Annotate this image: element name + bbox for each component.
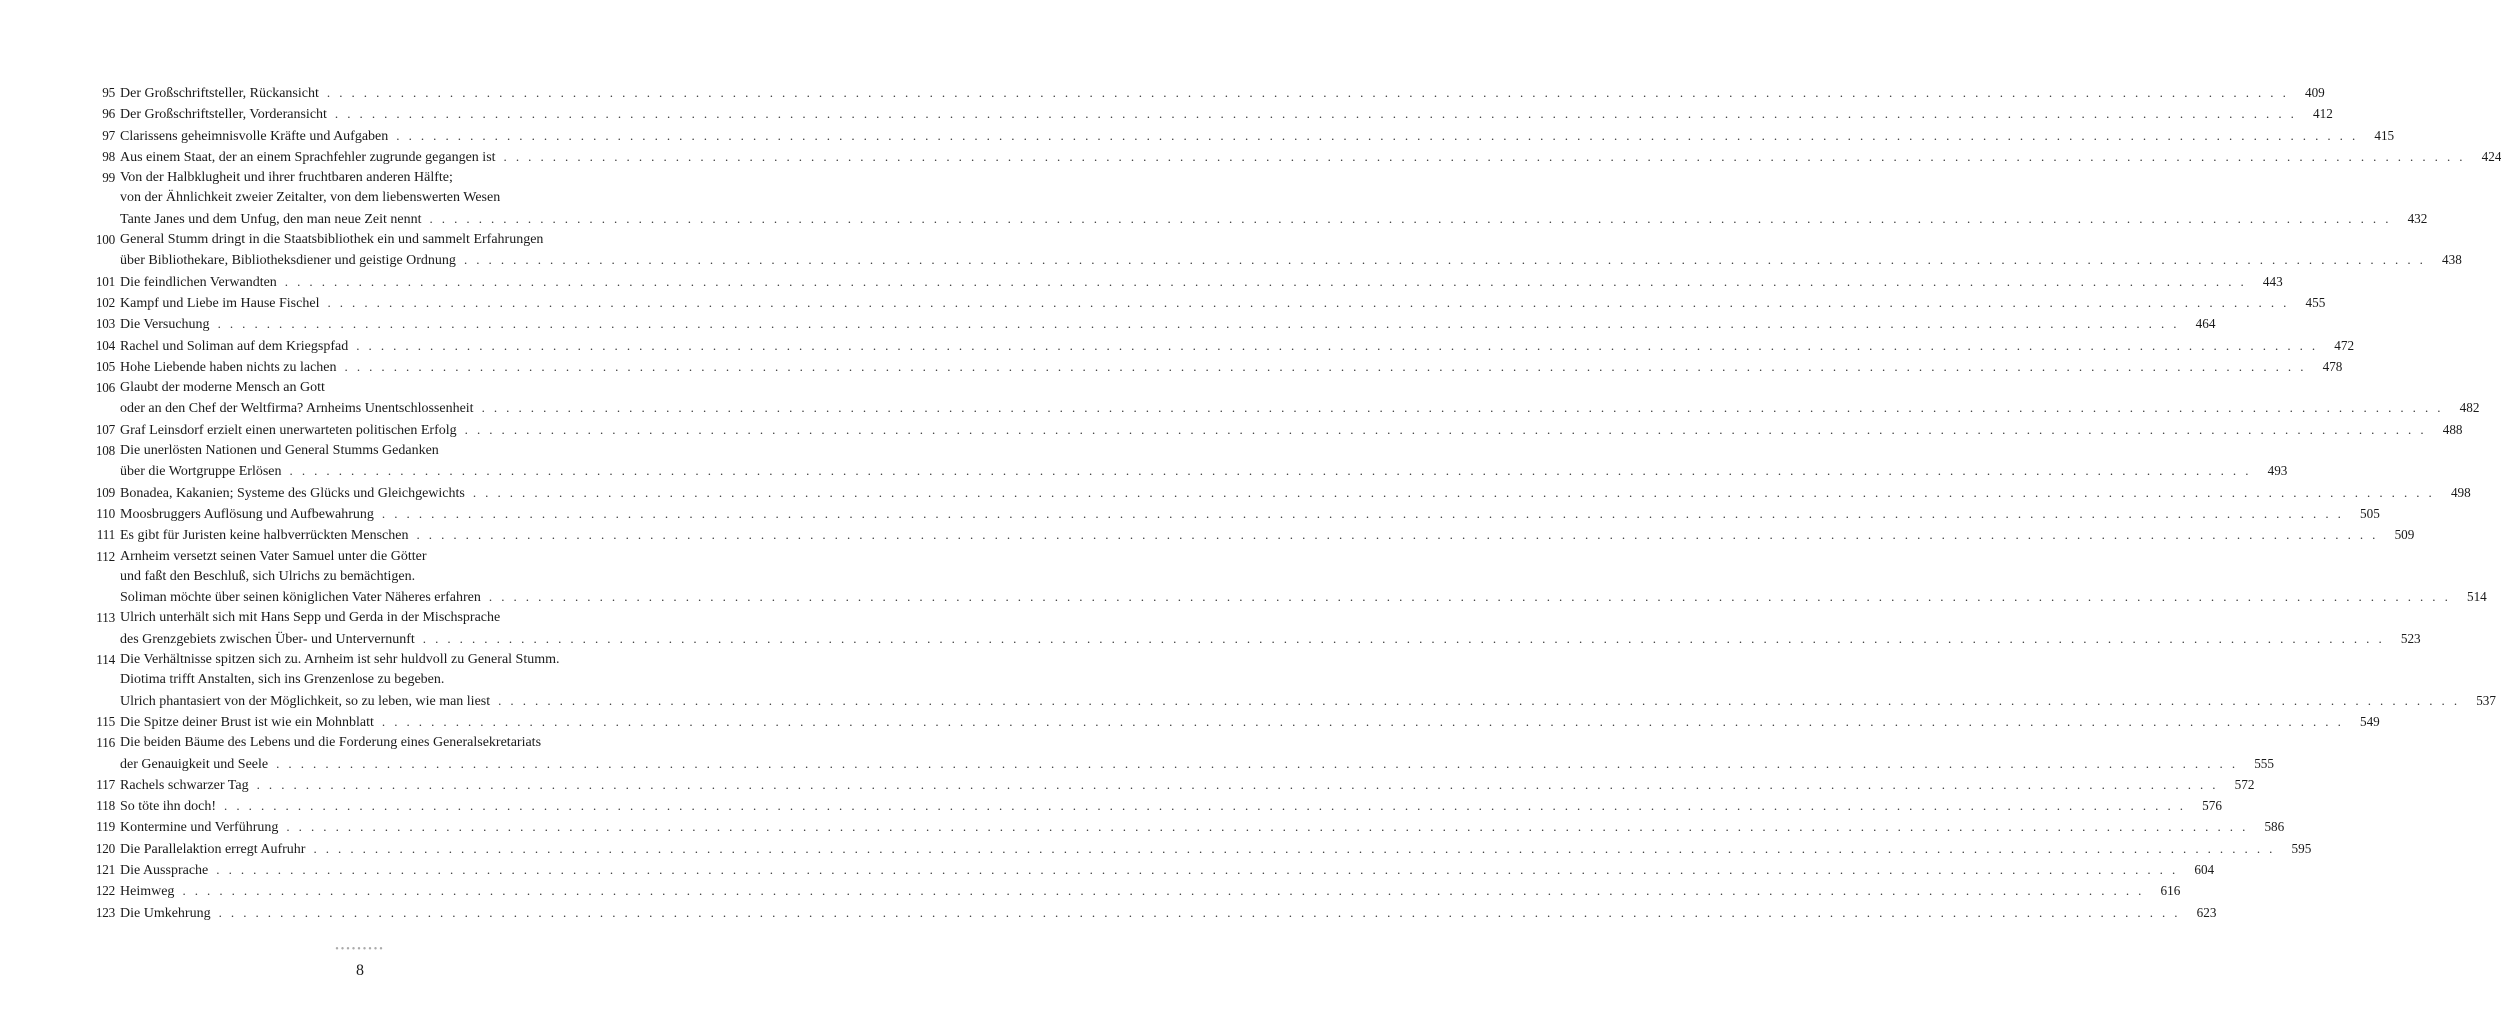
chapter-title-line: Diotima trifft Anstalten, sich ins Grenzenlose zu begeben. bbox=[120, 672, 445, 688]
dot-leader: . . . . . . . . . . . . . . . . . . . . . . . . . . . . . . . . . . . . . . . . . . . . . . . . . . . . . . . . . . . . . . . . . . . . . . . . . . . . . . . . . . . . . . . . . . . . . . . . . . . . . . . . . . . . . . . . . . . . . . . . . . . . . . . . . . . . . . . . . . . . . . . . . . . . . . . . . . . . . . . . bbox=[289, 463, 2252, 479]
chapter-title-block bbox=[116, 168, 2428, 230]
page-number: 8 bbox=[356, 962, 364, 979]
chapter-title-block bbox=[116, 881, 2181, 902]
toc-entry bbox=[84, 126, 2395, 147]
chapter-title-block bbox=[116, 839, 2312, 860]
dot-leader: . . . . . . . . . . . . . . . . . . . . . . . . . . . . . . . . . . . . . . . . . . . . . . . . . . . . . . . . . . . . . . . . . . . . . . . . . . . . . . . . . . . . . . . . . . . . . . . . . . . . . . . . . . . . . . . . . . . . . . . . . . . . . . . . . . . . . . . . . . . . . . . . . . . . . . . . . . . . . . . . bbox=[286, 819, 2249, 835]
chapter-title-final-line bbox=[120, 860, 2215, 881]
chapter-title-block bbox=[116, 733, 2274, 775]
chapter-number: 105 bbox=[95, 358, 115, 374]
page-reference: 505 bbox=[2360, 505, 2380, 521]
toc-entry bbox=[84, 314, 2216, 335]
toc-entry bbox=[84, 733, 2274, 775]
dot-leader: . . . . . . . . . . . . . . . . . . . . . . . . . . . . . . . . . . . . . . . . . . . . . . . . . . . . . . . . . . . . . . . . . . . . . . . . . . . . . . . . . . . . . . . . . . . . . . . . . . . . . . . . . . . . . . . . . . . . . . . . . . . . . . . . . . . . . . . . . . . . . . . . . . . . . . . . . . . . . . . . bbox=[284, 273, 2247, 289]
chapter-title-line: Soliman möchte über seinen königlichen Vater Näheres erfahren bbox=[120, 590, 481, 606]
chapter-title-final-line bbox=[120, 336, 2355, 357]
chapter-title-line: General Stumm dringt in die Staatsbibliothek ein und sammelt Erfahrungen bbox=[120, 232, 544, 248]
page-reference: 464 bbox=[2195, 316, 2216, 332]
chapter-title-block bbox=[116, 378, 2480, 420]
chapter-title-line: Der Großschriftsteller, Rückansicht bbox=[120, 86, 319, 101]
chapter-title-line: oder an den Chef der Weltfirma? Arnheims Unentschlossenheit bbox=[120, 401, 474, 417]
toc-entry bbox=[84, 272, 2283, 293]
toc-entry bbox=[84, 293, 2326, 314]
chapter-title-line: Die Parallelaktion erregt Aufruhr bbox=[120, 841, 306, 857]
chapter-title-block bbox=[116, 336, 2355, 357]
chapter-title-line: Arnheim versetzt seinen Vater Samuel unter die Götter bbox=[120, 548, 427, 564]
chapter-title-final-line bbox=[120, 691, 2496, 712]
toc-entry bbox=[84, 650, 2496, 712]
chapter-title-line: Bonadea, Kakanien; Systeme des Glücks und Gleichgewichts bbox=[120, 485, 465, 501]
toc-entry bbox=[84, 336, 2355, 357]
footer-ornament: ••••••••• bbox=[335, 944, 385, 955]
chapter-title-final-line bbox=[120, 525, 2415, 546]
dot-leader: . . . . . . . . . . . . . . . . . . . . . . . . . . . . . . . . . . . . . . . . . . . . . . . . . . . . . . . . . . . . . . . . . . . . . . . . . . . . . . . . . . . . . . . . . . . . . . . . . . . . . . . . . . . . . . . . . . . . . . . . . . . . . . . . . . . . . . . . . . . . . . . . . . . . . . . . . . . . . . . . bbox=[396, 127, 2359, 143]
chapter-number: 115 bbox=[96, 713, 115, 729]
chapter-number: 107 bbox=[95, 421, 115, 437]
page-reference: 443 bbox=[2262, 273, 2283, 289]
toc-entry bbox=[84, 903, 2217, 924]
page-reference: 509 bbox=[2394, 527, 2415, 543]
page-reference: 623 bbox=[2196, 904, 2217, 920]
toc-entry bbox=[84, 420, 2463, 441]
dot-leader: . . . . . . . . . . . . . . . . . . . . . . . . . . . . . . . . . . . . . . . . . . . . . . . . . . . . . . . . . . . . . . . . . . . . . . . . . . . . . . . . . . . . . . . . . . . . . . . . . . . . . . . . . . . . . . . . . . . . . . . . . . . . . . . . . . . . . . . . . . . . . . . . . . . . . . . . . . . . . . . . bbox=[256, 776, 2219, 792]
page-reference: 478 bbox=[2322, 358, 2343, 374]
toc-entry bbox=[84, 104, 2333, 125]
chapter-title-final-line bbox=[120, 839, 2312, 860]
chapter-number: 106 bbox=[95, 380, 115, 396]
chapter-title-line: Die Verhältnisse spitzen sich zu. Arnheim ist sehr huldvoll zu General Stumm. bbox=[120, 652, 560, 668]
page-reference: 595 bbox=[2291, 840, 2312, 856]
dot-leader: . . . . . . . . . . . . . . . . . . . . . . . . . . . . . . . . . . . . . . . . . . . . . . . . . . . . . . . . . . . . . . . . . . . . . . . . . . . . . . . . . . . . . . . . . . . . . . . . . . . . . . . . . . . . . . . . . . . . . . . . . . . . . . . . . . . . . . . . . . . . . . . . . . . . . . . . . . . . . . . . bbox=[218, 904, 2181, 920]
dot-leader: . . . . . . . . . . . . . . . . . . . . . . . . . . . . . . . . . . . . . . . . . . . . . . . . . . . . . . . . . . . . . . . . . . . . . . . . . . . . . . . . . . . . . . . . . . . . . . . . . . . . . . . . . . . . . . . . . . . . . . . . . . . . . . . . . . . . . . . . . . . . . . . . . . . . . . . . . . . . . . . . bbox=[313, 840, 2276, 856]
chapter-number: 120 bbox=[95, 840, 115, 856]
chapter-title-line: Tante Janes und dem Unfug, den man neue Zeit nennt bbox=[120, 211, 422, 227]
chapter-title-final-line bbox=[120, 250, 2462, 271]
page-reference: 514 bbox=[2466, 589, 2487, 605]
page-reference: 482 bbox=[2459, 400, 2480, 416]
chapter-title-line: Der Großschriftsteller, Vorderansicht bbox=[120, 107, 327, 123]
chapter-title-final-line bbox=[120, 881, 2181, 902]
chapter-title-block bbox=[116, 83, 2325, 104]
chapter-title-block bbox=[116, 796, 2222, 817]
chapter-number: 114 bbox=[96, 652, 115, 668]
dot-leader: . . . . . . . . . . . . . . . . . . . . . . . . . . . . . . . . . . . . . . . . . . . . . . . . . . . . . . . . . . . . . . . . . . . . . . . . . . . . . . . . . . . . . . . . . . . . . . . . . . . . . . . . . . . . . . . . . . . . . . . . . . . . . . . . . . . . . . . . . . . . . . . . . . . . . . . . . . . . . . . . bbox=[216, 861, 2179, 877]
toc-entry bbox=[84, 483, 2471, 504]
toc-entry bbox=[84, 147, 2501, 168]
dot-leader: . . . . . . . . . . . . . . . . . . . . . . . . . . . . . . . . . . . . . . . . . . . . . . . . . . . . . . . . . . . . . . . . . . . . . . . . . . . . . . . . . . . . . . . . . . . . . . . . . . . . . . . . . . . . . . . . . . . . . . . . . . . . . . . . . . . . . . . . . . . . . . . . . . . . . . . . . . . . . . . . bbox=[498, 692, 2460, 708]
dot-leader: . . . . . . . . . . . . . . . . . . . . . . . . . . . . . . . . . . . . . . . . . . . . . . . . . . . . . . . . . . . . . . . . . . . . . . . . . . . . . . . . . . . . . . . . . . . . . . . . . . . . . . . . . . . . . . . . . . . . . . . . . . . . . . . . . . . . . . . . . . . . . . . . . . . . . . . . . . . . . . . . bbox=[182, 883, 2145, 899]
chapter-title-line: Hohe Liebende haben nichts zu lachen bbox=[120, 359, 337, 375]
chapter-title-block bbox=[116, 272, 2283, 293]
chapter-title-line: Rachels schwarzer Tag bbox=[120, 777, 249, 793]
chapter-title-block bbox=[116, 525, 2415, 546]
toc-entry bbox=[84, 378, 2480, 420]
chapter-title-final-line bbox=[120, 147, 2501, 168]
dot-leader: . . . . . . . . . . . . . . . . . . . . . . . . . . . . . . . . . . . . . . . . . . . . . . . . . . . . . . . . . . . . . . . . . . . . . . . . . . . . . . . . . . . . . . . . . . . . . . . . . . . . . . . . . . . . . . . . . . . . . . . . . . . . . . . . . . . . . . . . . . . . . . . . . . . . . . . . . . . . . . . . bbox=[429, 210, 2392, 226]
toc-entry bbox=[84, 357, 2343, 378]
toc-entry bbox=[84, 608, 2421, 650]
chapter-number: 104 bbox=[95, 337, 115, 353]
page-reference: 455 bbox=[2305, 294, 2326, 310]
chapter-number: 100 bbox=[95, 232, 115, 248]
chapter-title-line: Aus einem Staat, der an einem Sprachfehler zugrunde gegangen ist bbox=[120, 149, 496, 165]
chapter-number: 121 bbox=[95, 861, 115, 877]
dot-leader: . . . . . . . . . . . . . . . . . . . . . . . . . . . . . . . . . . . . . . . . . . . . . . . . . . . . . . . . . . . . . . . . . . . . . . . . . . . . . . . . . . . . . . . . . . . . . . . . . . . . . . . . . . . . . . . . . . . . . . . . . . . . . . . . . . . . . . . . . . . . . . . . . . . . . . . . . . . . . . . . bbox=[481, 400, 2444, 416]
dot-leader: . . . . . . . . . . . . . . . . . . . . . . . . . . . . . . . . . . . . . . . . . . . . . . . . . . . . . . . . . . . . . . . . . . . . . . . . . . . . . . . . . . . . . . . . . . . . . . . . . . . . . . . . . . . . . . . . . . . . . . . . . . . . . . . . . . . . . . . . . . . . . . . . . . . . . . . . . . . . . . . . bbox=[224, 798, 2186, 814]
chapter-title-line: über die Wortgruppe Erlösen bbox=[120, 464, 282, 480]
chapter-number: 117 bbox=[96, 776, 115, 792]
chapter-title-block bbox=[116, 441, 2288, 483]
dot-leader: . . . . . . . . . . . . . . . . . . . . . . . . . . . . . . . . . . . . . . . . . . . . . . . . . . . . . . . . . . . . . . . . . . . . . . . . . . . . . . . . . . . . . . . . . . . . . . . . . . . . . . . . . . . . . . . . . . . . . . . . . . . . . . . . . . . . . . . . . . . . . . . . . . . . . . . . . . . . . . . . bbox=[422, 630, 2385, 646]
chapter-number: 123 bbox=[95, 904, 115, 920]
page-reference: 604 bbox=[2194, 861, 2215, 877]
chapter-title-block bbox=[116, 126, 2395, 147]
page-reference: 523 bbox=[2400, 630, 2421, 646]
page-reference: 472 bbox=[2334, 337, 2355, 353]
toc-entry bbox=[84, 839, 2312, 860]
chapter-title-final-line bbox=[120, 796, 2222, 817]
page-reference: 412 bbox=[2313, 106, 2333, 122]
chapter-title-block bbox=[116, 650, 2496, 712]
dot-leader: . . . . . . . . . . . . . . . . . . . . . . . . . . . . . . . . . . . . . . . . . . . . . . . . . . . . . . . . . . . . . . . . . . . . . . . . . . . . . . . . . . . . . . . . . . . . . . . . . . . . . . . . . . . . . . . . . . . . . . . . . . . . . . . . . . . . . . . . . . . . . . . . . . . . . . . . . . . . . . . . bbox=[416, 527, 2379, 543]
chapter-title-block bbox=[116, 357, 2343, 378]
chapter-title-line: Ulrich unterhält sich mit Hans Sepp und Gerda in der Mischsprache bbox=[120, 610, 501, 626]
page-reference: 555 bbox=[2254, 755, 2274, 771]
chapter-title-block bbox=[116, 104, 2333, 125]
page-reference: 586 bbox=[2264, 819, 2285, 835]
chapter-number: 108 bbox=[95, 443, 115, 459]
chapter-number: 109 bbox=[95, 484, 115, 500]
chapter-title-line: des Grenzgebiets zwischen Über- und Untervernunft bbox=[120, 631, 415, 647]
chapter-title-final-line bbox=[120, 293, 2326, 314]
page-reference: 438 bbox=[2442, 252, 2462, 268]
chapter-title-block bbox=[116, 860, 2215, 881]
chapter-title-block bbox=[116, 608, 2421, 650]
dot-leader: . . . . . . . . . . . . . . . . . . . . . . . . . . . . . . . . . . . . . . . . . . . . . . . . . . . . . . . . . . . . . . . . . . . . . . . . . . . . . . . . . . . . . . . . . . . . . . . . . . . . . . . . . . . . . . . . . . . . . . . . . . . . . . . . . . . . . . . . . . . . . . . . . . . . . . . . . . . . . . . . bbox=[334, 106, 2297, 122]
chapter-title-final-line bbox=[120, 104, 2333, 125]
chapter-number: 97 bbox=[102, 127, 115, 143]
chapter-title-block bbox=[116, 420, 2463, 441]
chapter-number: 103 bbox=[95, 316, 115, 332]
chapter-title-line: Ulrich phantasiert von der Möglichkeit, so zu leben, wie man liest bbox=[120, 693, 491, 709]
chapter-title-final-line bbox=[120, 314, 2216, 335]
dot-leader: . . . . . . . . . . . . . . . . . . . . . . . . . . . . . . . . . . . . . . . . . . . . . . . . . . . . . . . . . . . . . . . . . . . . . . . . . . . . . . . . . . . . . . . . . . . . . . . . . . . . . . . . . . . . . . . . . . . . . . . . . . . . . . . . . . . . . . . . . . . . . . . . . . . . . . . . . . . . . . . . bbox=[464, 421, 2427, 437]
chapter-title-line: Clarissens geheimnisvolle Kräfte und Aufgaben bbox=[120, 128, 389, 144]
chapter-title-line: von der Ähnlichkeit zweier Zeitalter, von dem liebenswerten Wesen bbox=[120, 190, 501, 206]
chapter-title-final-line bbox=[120, 754, 2274, 775]
chapter-title-block bbox=[116, 147, 2501, 168]
chapter-number: 110 bbox=[96, 505, 115, 521]
toc-entry bbox=[84, 881, 2181, 902]
chapter-title-final-line bbox=[120, 775, 2255, 796]
chapter-title-line: Es gibt für Juristen keine halbverrückten Menschen bbox=[120, 528, 409, 544]
toc-entry bbox=[84, 525, 2415, 546]
chapter-title-block bbox=[116, 230, 2462, 272]
chapter-title-final-line bbox=[120, 483, 2471, 504]
chapter-title-line: Die Spitze deiner Brust ist wie ein Mohnblatt bbox=[120, 714, 374, 730]
toc-entry bbox=[84, 796, 2222, 817]
page-reference: 415 bbox=[2374, 127, 2395, 143]
page-reference: 537 bbox=[2476, 692, 2496, 708]
toc-entry bbox=[84, 441, 2288, 483]
chapter-title-block bbox=[116, 314, 2216, 335]
page-reference: 572 bbox=[2234, 776, 2255, 792]
chapter-title-final-line bbox=[120, 420, 2463, 441]
dot-leader: . . . . . . . . . . . . . . . . . . . . . . . . . . . . . . . . . . . . . . . . . . . . . . . . . . . . . . . . . . . . . . . . . . . . . . . . . . . . . . . . . . . . . . . . . . . . . . . . . . . . . . . . . . . . . . . . . . . . . . . . . . . . . . . . . . . . . . . . . . . . . . . . . . . . . . . . . . . . . . . . bbox=[356, 337, 2319, 353]
chapter-number: 118 bbox=[96, 798, 115, 814]
chapter-title-final-line bbox=[120, 209, 2428, 230]
chapter-title-block bbox=[116, 547, 2487, 609]
chapter-title-final-line bbox=[120, 903, 2217, 924]
chapter-title-line: Kontermine und Verführung bbox=[120, 820, 279, 836]
chapter-title-block bbox=[116, 483, 2471, 504]
chapter-title-final-line bbox=[120, 712, 2380, 733]
chapter-number: 112 bbox=[96, 548, 115, 564]
chapter-title-line: Rachel und Soliman auf dem Kriegspfad bbox=[120, 338, 349, 354]
chapter-title-line: und faßt den Beschluß, sich Ulrichs zu bemächtigen. bbox=[120, 568, 416, 584]
chapter-number: 101 bbox=[95, 273, 115, 289]
page-reference: 488 bbox=[2442, 421, 2463, 437]
chapter-title-line: Glaubt der moderne Mensch an Gott bbox=[120, 380, 325, 396]
table-of-contents bbox=[84, 83, 2501, 924]
chapter-title-block bbox=[116, 775, 2255, 796]
dot-leader: . . . . . . . . . . . . . . . . . . . . . . . . . . . . . . . . . . . . . . . . . . . . . . . . . . . . . . . . . . . . . . . . . . . . . . . . . . . . . . . . . . . . . . . . . . . . . . . . . . . . . . . . . . . . . . . . . . . . . . . . . . . . . . . . . . . . . . . . . . . . . . . . . . . . . . . . . . . . . . . . bbox=[463, 252, 2426, 268]
dot-leader: . . . . . . . . . . . . . . . . . . . . . . . . . . . . . . . . . . . . . . . . . . . . . . . . . . . . . . . . . . . . . . . . . . . . . . . . . . . . . . . . . . . . . . . . . . . . . . . . . . . . . . . . . . . . . . . . . . . . . . . . . . . . . . . . . . . . . . . . . . . . . . . . . . . . . . . . . . . . . . . . bbox=[326, 85, 2289, 100]
chapter-number: 122 bbox=[95, 883, 115, 899]
page-reference: 576 bbox=[2202, 798, 2222, 814]
chapter-title-final-line bbox=[120, 817, 2285, 838]
chapter-title-final-line bbox=[120, 461, 2288, 482]
chapter-number: 98 bbox=[102, 148, 115, 164]
page-reference: 493 bbox=[2267, 463, 2288, 479]
chapter-title-line: Kampf und Liebe im Hause Fischel bbox=[120, 295, 320, 311]
dot-leader: . . . . . . . . . . . . . . . . . . . . . . . . . . . . . . . . . . . . . . . . . . . . . . . . . . . . . . . . . . . . . . . . . . . . . . . . . . . . . . . . . . . . . . . . . . . . . . . . . . . . . . . . . . . . . . . . . . . . . . . . . . . . . . . . . . . . . . . . . . . . . . . . . . . . . . . . . . . . . . . . bbox=[472, 484, 2435, 500]
dot-leader: . . . . . . . . . . . . . . . . . . . . . . . . . . . . . . . . . . . . . . . . . . . . . . . . . . . . . . . . . . . . . . . . . . . . . . . . . . . . . . . . . . . . . . . . . . . . . . . . . . . . . . . . . . . . . . . . . . . . . . . . . . . . . . . . . . . . . . . . . . . . . . . . . . . . . . . . . . . . . . . . bbox=[381, 713, 2344, 729]
chapter-title-line: Die unerlösten Nationen und General Stumms Gedanken bbox=[120, 443, 439, 459]
chapter-title-line: Graf Leinsdorf erzielt einen unerwarteten politischen Erfolg bbox=[120, 422, 457, 438]
chapter-title-final-line bbox=[120, 587, 2487, 608]
chapter-title-final-line bbox=[120, 357, 2343, 378]
chapter-title-line: der Genauigkeit und Seele bbox=[120, 756, 269, 772]
page-reference: 424 bbox=[2481, 148, 2501, 164]
dot-leader: . . . . . . . . . . . . . . . . . . . . . . . . . . . . . . . . . . . . . . . . . . . . . . . . . . . . . . . . . . . . . . . . . . . . . . . . . . . . . . . . . . . . . . . . . . . . . . . . . . . . . . . . . . . . . . . . . . . . . . . . . . . . . . . . . . . . . . . . . . . . . . . . . . . . . . . . . . . . . . . . bbox=[327, 294, 2290, 310]
chapter-title-line: Die Versuchung bbox=[120, 317, 210, 333]
page-reference: 616 bbox=[2160, 883, 2181, 899]
page-reference: 409 bbox=[2304, 85, 2325, 100]
chapter-title-line: So töte ihn doch! bbox=[120, 799, 217, 815]
chapter-title-line: Von der Halbklugheit und ihrer fruchtbaren anderen Hälfte; bbox=[120, 170, 453, 186]
dot-leader: . . . . . . . . . . . . . . . . . . . . . . . . . . . . . . . . . . . . . . . . . . . . . . . . . . . . . . . . . . . . . . . . . . . . . . . . . . . . . . . . . . . . . . . . . . . . . . . . . . . . . . . . . . . . . . . . . . . . . . . . . . . . . . . . . . . . . . . . . . . . . . . . . . . . . . . . . . . . . . . . bbox=[276, 755, 2238, 771]
toc-entry bbox=[84, 860, 2215, 881]
chapter-title-final-line bbox=[120, 83, 2325, 104]
dot-leader: . . . . . . . . . . . . . . . . . . . . . . . . . . . . . . . . . . . . . . . . . . . . . . . . . . . . . . . . . . . . . . . . . . . . . . . . . . . . . . . . . . . . . . . . . . . . . . . . . . . . . . . . . . . . . . . . . . . . . . . . . . . . . . . . . . . . . . . . . . . . . . . . . . . . . . . . . . . . . . . . bbox=[488, 589, 2451, 605]
dot-leader: . . . . . . . . . . . . . . . . . . . . . . . . . . . . . . . . . . . . . . . . . . . . . . . . . . . . . . . . . . . . . . . . . . . . . . . . . . . . . . . . . . . . . . . . . . . . . . . . . . . . . . . . . . . . . . . . . . . . . . . . . . . . . . . . . . . . . . . . . . . . . . . . . . . . . . . . . . . . . . . . bbox=[217, 316, 2180, 332]
chapter-title-final-line bbox=[120, 629, 2421, 650]
page-reference: 498 bbox=[2450, 484, 2471, 500]
chapter-number: 119 bbox=[96, 819, 115, 835]
chapter-number: 96 bbox=[102, 106, 115, 122]
chapter-title-block bbox=[116, 712, 2380, 733]
toc-entry bbox=[84, 230, 2462, 272]
page-reference: 432 bbox=[2407, 210, 2428, 226]
chapter-title-line: Die Umkehrung bbox=[120, 905, 211, 921]
chapter-title-block bbox=[116, 504, 2380, 525]
chapter-number: 116 bbox=[96, 735, 115, 751]
chapter-title-line: Die feindlichen Verwandten bbox=[120, 274, 277, 290]
chapter-number: 99 bbox=[102, 170, 115, 186]
chapter-title-line: Die beiden Bäume des Lebens und die Forderung eines Generalsekretariats bbox=[120, 735, 542, 751]
chapter-title-block bbox=[116, 293, 2326, 314]
chapter-number: 95 bbox=[102, 85, 115, 100]
toc-entry bbox=[84, 775, 2255, 796]
toc-entry bbox=[84, 168, 2428, 230]
chapter-number: 102 bbox=[95, 294, 115, 310]
chapter-number: 113 bbox=[96, 610, 115, 626]
toc-entry bbox=[84, 547, 2487, 609]
chapter-title-line: Heimweg bbox=[120, 884, 175, 900]
chapter-title-final-line bbox=[120, 272, 2283, 293]
chapter-title-line: über Bibliothekare, Bibliotheksdiener und geistige Ordnung bbox=[120, 253, 456, 269]
dot-leader: . . . . . . . . . . . . . . . . . . . . . . . . . . . . . . . . . . . . . . . . . . . . . . . . . . . . . . . . . . . . . . . . . . . . . . . . . . . . . . . . . . . . . . . . . . . . . . . . . . . . . . . . . . . . . . . . . . . . . . . . . . . . . . . . . . . . . . . . . . . . . . . . . . . . . . . . . . . . . . . . bbox=[381, 505, 2344, 521]
chapter-title-block bbox=[116, 817, 2285, 838]
toc-entry bbox=[84, 504, 2380, 525]
page-reference: 549 bbox=[2359, 713, 2380, 729]
chapter-number: 111 bbox=[96, 527, 115, 543]
toc-entry bbox=[84, 817, 2285, 838]
chapter-title-block bbox=[116, 903, 2217, 924]
dot-leader: . . . . . . . . . . . . . . . . . . . . . . . . . . . . . . . . . . . . . . . . . . . . . . . . . . . . . . . . . . . . . . . . . . . . . . . . . . . . . . . . . . . . . . . . . . . . . . . . . . . . . . . . . . . . . . . . . . . . . . . . . . . . . . . . . . . . . . . . . . . . . . . . . . . . . . . . . . . . . . . . bbox=[344, 358, 2307, 374]
toc-entry bbox=[84, 83, 2325, 104]
chapter-title-final-line bbox=[120, 398, 2480, 419]
chapter-title-final-line bbox=[120, 504, 2380, 525]
chapter-title-line: Die Aussprache bbox=[120, 862, 209, 878]
chapter-title-line: Moosbruggers Auflösung und Aufbewahrung bbox=[120, 506, 374, 522]
toc-entry bbox=[84, 712, 2380, 733]
dot-leader: . . . . . . . . . . . . . . . . . . . . . . . . . . . . . . . . . . . . . . . . . . . . . . . . . . . . . . . . . . . . . . . . . . . . . . . . . . . . . . . . . . . . . . . . . . . . . . . . . . . . . . . . . . . . . . . . . . . . . . . . . . . . . . . . . . . . . . . . . . . . . . . . . . . . . . . . . . . . . . . . bbox=[503, 148, 2466, 164]
chapter-title-final-line bbox=[120, 126, 2395, 147]
